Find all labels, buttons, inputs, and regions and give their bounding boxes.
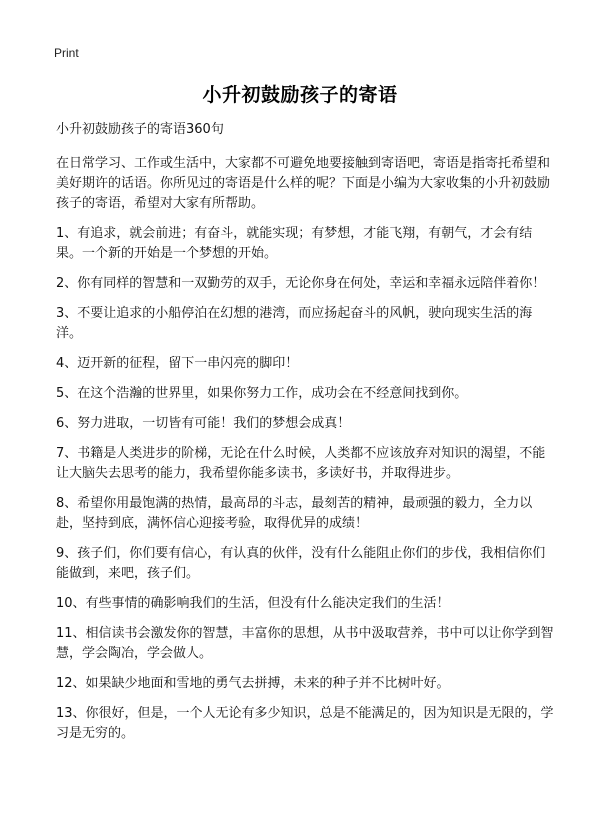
list-item: 2、你有同样的智慧和一双勤劳的双手，无论你身在何处，幸运和幸福永远陪伴着你！ bbox=[56, 276, 546, 291]
list-item: 4、迈开新的征程，留下一串闪亮的脚印！ bbox=[56, 356, 299, 371]
list-item: 13、你很好，但是，一个人无论有多少知识，总是不能满足的，因为知识是无限的，学习是无穷的。 bbox=[56, 706, 554, 741]
list-item: 5、在这个浩瀚的世界里，如果你努力工作，成功会在不经意间找到你。 bbox=[56, 386, 468, 401]
list-item: 11、相信读书会激发你的智慧，丰富你的思想，从书中汲取营养，书中可以让你学到智慧，学会陶冶，学会做人。 bbox=[56, 626, 554, 661]
list-item: 9、孩子们，你们要有信心，有认真的伙伴，没有什么能阻止你们的步伐，我相信你们能做到，来吧，孩子们。 bbox=[56, 546, 546, 581]
document-subtitle: 小升初鼓励孩子的寄语360句 bbox=[56, 122, 224, 137]
page-title: 小升初鼓励孩子的寄语 bbox=[202, 84, 398, 106]
list-item: 7、书籍是人类进步的阶梯，无论在什么时候，人类都不应该放弃对知识的渴望，不能让大脑失去思考的能力，我希望你能多读书，多读好书，并取得进步。 bbox=[56, 446, 546, 481]
list-item: 8、希望你用最饱满的热情，最高昂的斗志，最刻苦的精神，最顽强的毅力，全力以赴，坚持到底，满怀信心迎接考验，取得优异的成绩！ bbox=[56, 496, 533, 531]
document-body bbox=[56, 120, 556, 754]
list-item: 6、努力进取，一切皆有可能！我们的梦想会成真！ bbox=[56, 416, 351, 431]
list-item: 12、如果缺少地面和雪地的勇气去拼搏，未来的种子并不比树叶好。 bbox=[56, 676, 450, 691]
list-item: 10、有些事情的确影响我们的生活，但没有什么能决定我们的生活！ bbox=[56, 596, 450, 611]
print-link[interactable]: Print bbox=[54, 46, 79, 60]
intro-paragraph: 在日常学习、工作或生活中，大家都不可避免地要接触到寄语吧，寄语是指寄托希望和美好期许的话语。你所见过的寄语是什么样的呢？下面是小编为大家收集的小升初鼓励孩子的寄语，希望对大家有所帮助。 bbox=[56, 156, 551, 211]
list-item: 3、不要让追求的小船停泊在幻想的港湾，而应扬起奋斗的风帆，驶向现实生活的海洋。 bbox=[56, 306, 533, 341]
list-item: 1、有追求，就会前进；有奋斗，就能实现；有梦想，才能飞翔，有朝气，才会有结果。一个新的开始是一个梦想的开始。 bbox=[56, 226, 533, 261]
